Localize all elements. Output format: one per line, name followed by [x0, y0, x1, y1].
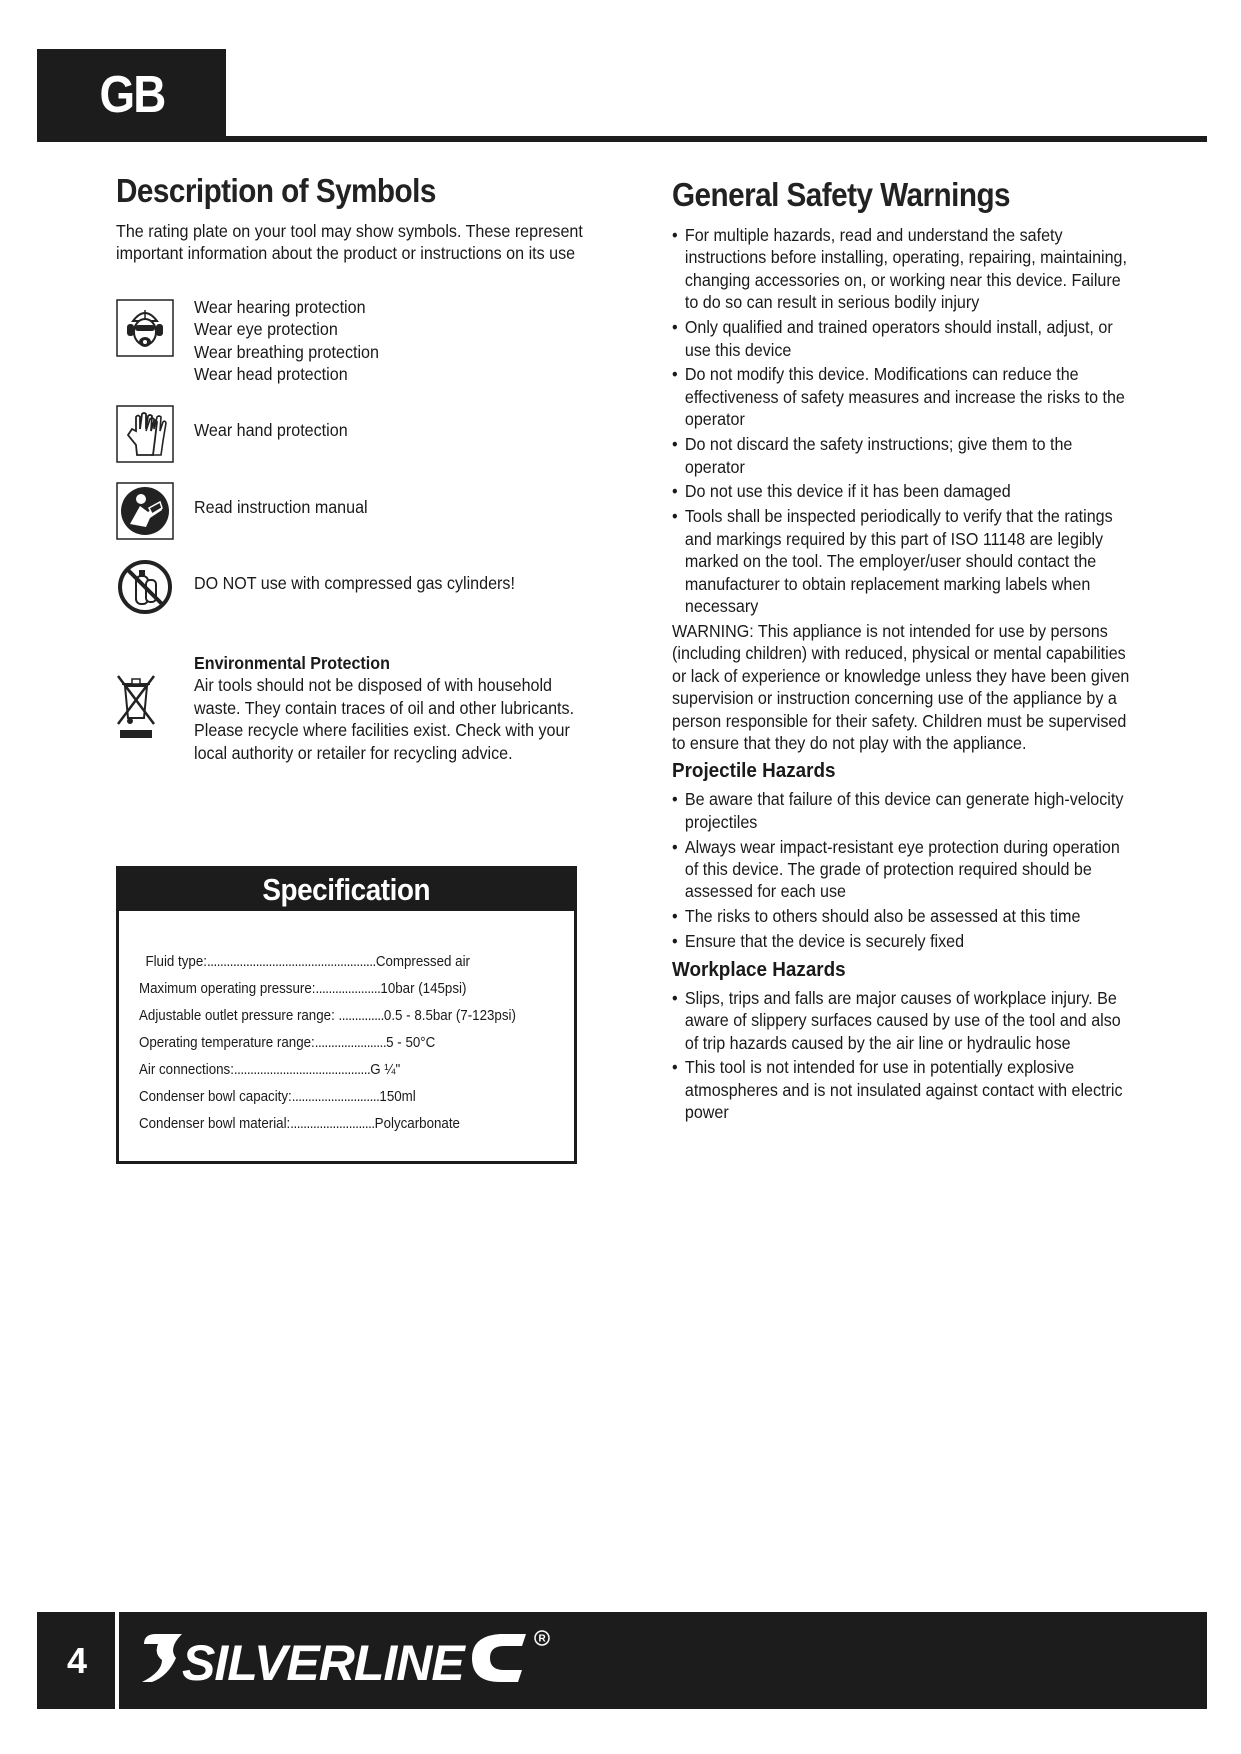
environment-text	[194, 652, 574, 764]
brand-wordmark: SILVERLINE	[182, 1635, 464, 1691]
list-item: • This tool is not intended for use in potentially explosive atmospheres and is not insulated against contact with electric power	[672, 1056, 1132, 1123]
workplace-hazards-title: Workplace Hazards	[672, 957, 846, 981]
symbol-row-ppe	[116, 296, 395, 386]
list-item: • Always wear impact-resistant eye protection during operation of this device. The grade of protection required should be assessed for each use	[672, 836, 1132, 903]
symbol-row-manual	[116, 482, 383, 540]
spec-value: 0.5 - 8.5bar (7-123psi)	[383, 1008, 516, 1024]
specification-rows	[119, 949, 574, 1138]
ppe-line: Wear hearing protection	[194, 297, 366, 317]
spec-label: Condenser bowl material:	[139, 1116, 291, 1132]
ppe-icon	[116, 299, 174, 357]
environment-line: Please recycle where facilities exist. Check with your	[194, 720, 570, 741]
list-item: • Do not discard the safety instructions; give them to the operator	[672, 433, 1132, 478]
list-item: • The risks to others should also be assessed at this time	[672, 905, 1132, 927]
safety-title: General Safety Warnings	[672, 176, 1011, 213]
no-gas-cylinder-icon	[116, 558, 174, 616]
list-item: • Do not modify this device. Modifications can reduce the effectiveness of safety measures and increase the risks to the operator	[672, 363, 1132, 430]
region-tab	[37, 49, 226, 141]
specification-header	[119, 869, 574, 911]
spec-row	[139, 1057, 539, 1084]
list-item: • Ensure that the device is securely fixed	[672, 930, 1132, 952]
region-code: GB	[98, 66, 165, 124]
spec-label: Air connections:	[139, 1062, 234, 1078]
svg-text:R: R	[538, 1633, 546, 1645]
spec-leader: ..........................	[290, 1116, 375, 1132]
spec-value: Polycarbonate	[374, 1116, 460, 1132]
spec-row	[139, 949, 539, 976]
manual-icon	[116, 482, 174, 540]
warning-paragraph: WARNING: This appliance is not intended for use by persons (including children) with reduced, physical or mental capabilities or lack of experience or knowledge unless they have been given supervision or instruction concerning use of the appliance by a person responsible for their safety. Children must be supervised to ensure that they do not play with the appliance.	[672, 620, 1130, 753]
ppe-text	[194, 296, 379, 386]
manual-text: Read instruction manual	[194, 497, 368, 517]
spec-value: 10bar (145psi)	[380, 981, 467, 997]
ppe-line: Wear breathing protection	[194, 341, 379, 362]
spec-leader: ....................	[315, 981, 381, 997]
symbols-section	[116, 172, 586, 763]
list-item: • Tools shall be inspected periodically to verify that the ratings and markings required by this part of ISO 11148 are legibly marked on the tool. The employer/user should contact the manufacturer to obtain replacement marking labels when necessary	[672, 505, 1132, 617]
spec-value: 5 - 50°C	[386, 1035, 436, 1051]
spec-label: Condenser bowl capacity:	[139, 1089, 292, 1105]
environment-line: waste. They contain traces of oil and other lubricants.	[194, 697, 575, 718]
list-item: • Do not use this device if it has been damaged	[672, 480, 1132, 502]
ppe-line: Wear head protection	[194, 364, 348, 385]
spec-label: Maximum operating pressure:	[139, 981, 316, 997]
footer-divider	[115, 1612, 119, 1709]
page-number: 4	[66, 1639, 88, 1681]
safety-section	[672, 176, 1134, 1126]
symbol-row-environment	[116, 652, 607, 764]
list-item: • For multiple hazards, read and understand the safety instructions before installing, operating, repairing, maintaining, changing accessories on, or working near this device. Failure to do so can result in serious bodily injury	[672, 224, 1132, 314]
environment-title: Environmental Protection	[194, 653, 390, 673]
general-warnings-list	[672, 224, 1132, 617]
gas-text: DO NOT use with compressed gas cylinders!	[194, 573, 515, 593]
symbols-title: Description of Symbols	[116, 172, 436, 209]
spec-row	[139, 976, 539, 1003]
specification-box	[116, 866, 577, 1164]
spec-value: 150ml	[379, 1089, 416, 1105]
silverline-logo	[138, 1626, 558, 1696]
spec-row	[139, 1111, 539, 1138]
spec-value: Compressed air	[375, 954, 470, 970]
specification-title: Specification	[262, 872, 431, 907]
spec-value: G ¼"	[370, 1062, 401, 1078]
projectile-hazards-list	[672, 788, 1132, 952]
list-item: • Slips, trips and falls are major causes of workplace injury. Be aware of slippery surfaces caused by use of the tool and also of trip hazards caused by the air line or hydraulic hose	[672, 987, 1132, 1054]
spec-leader: ..........................................	[233, 1062, 371, 1078]
spec-row	[139, 1003, 539, 1030]
spec-label: Adjustable outlet pressure range:	[139, 1008, 339, 1024]
workplace-hazards-list	[672, 987, 1132, 1124]
symbols-intro: The rating plate on your tool may show symbols. These represent important information about the product or instructions on its use	[116, 221, 583, 263]
spec-leader: ....................................................	[206, 954, 376, 970]
projectile-hazards-title: Projectile Hazards	[672, 759, 836, 783]
safety-body	[672, 224, 1132, 1124]
hand-text: Wear hand protection	[194, 420, 348, 440]
symbol-row-gas	[116, 558, 543, 616]
header-rule	[37, 136, 1207, 142]
spec-leader: ...........................	[291, 1089, 380, 1105]
spec-row	[139, 1084, 539, 1111]
glove-icon	[116, 405, 174, 463]
symbol-row-hand	[116, 405, 361, 463]
list-item: • Be aware that failure of this device can generate high-velocity projectiles	[672, 788, 1132, 833]
spec-leader: ..............	[338, 1008, 384, 1024]
spec-label: Operating temperature range:	[139, 1035, 315, 1051]
environment-line: Air tools should not be disposed of with household	[194, 675, 553, 696]
list-item: • Only qualified and trained operators should install, adjust, or use this device	[672, 316, 1132, 361]
spec-label: Fluid type:	[145, 954, 207, 970]
weee-bin-icon	[116, 670, 156, 728]
spec-row	[139, 1030, 539, 1057]
spec-leader: ......................	[314, 1035, 387, 1051]
ppe-line: Wear eye protection	[194, 319, 338, 340]
environment-line: local authority or retailer for recycling advice.	[194, 742, 513, 763]
